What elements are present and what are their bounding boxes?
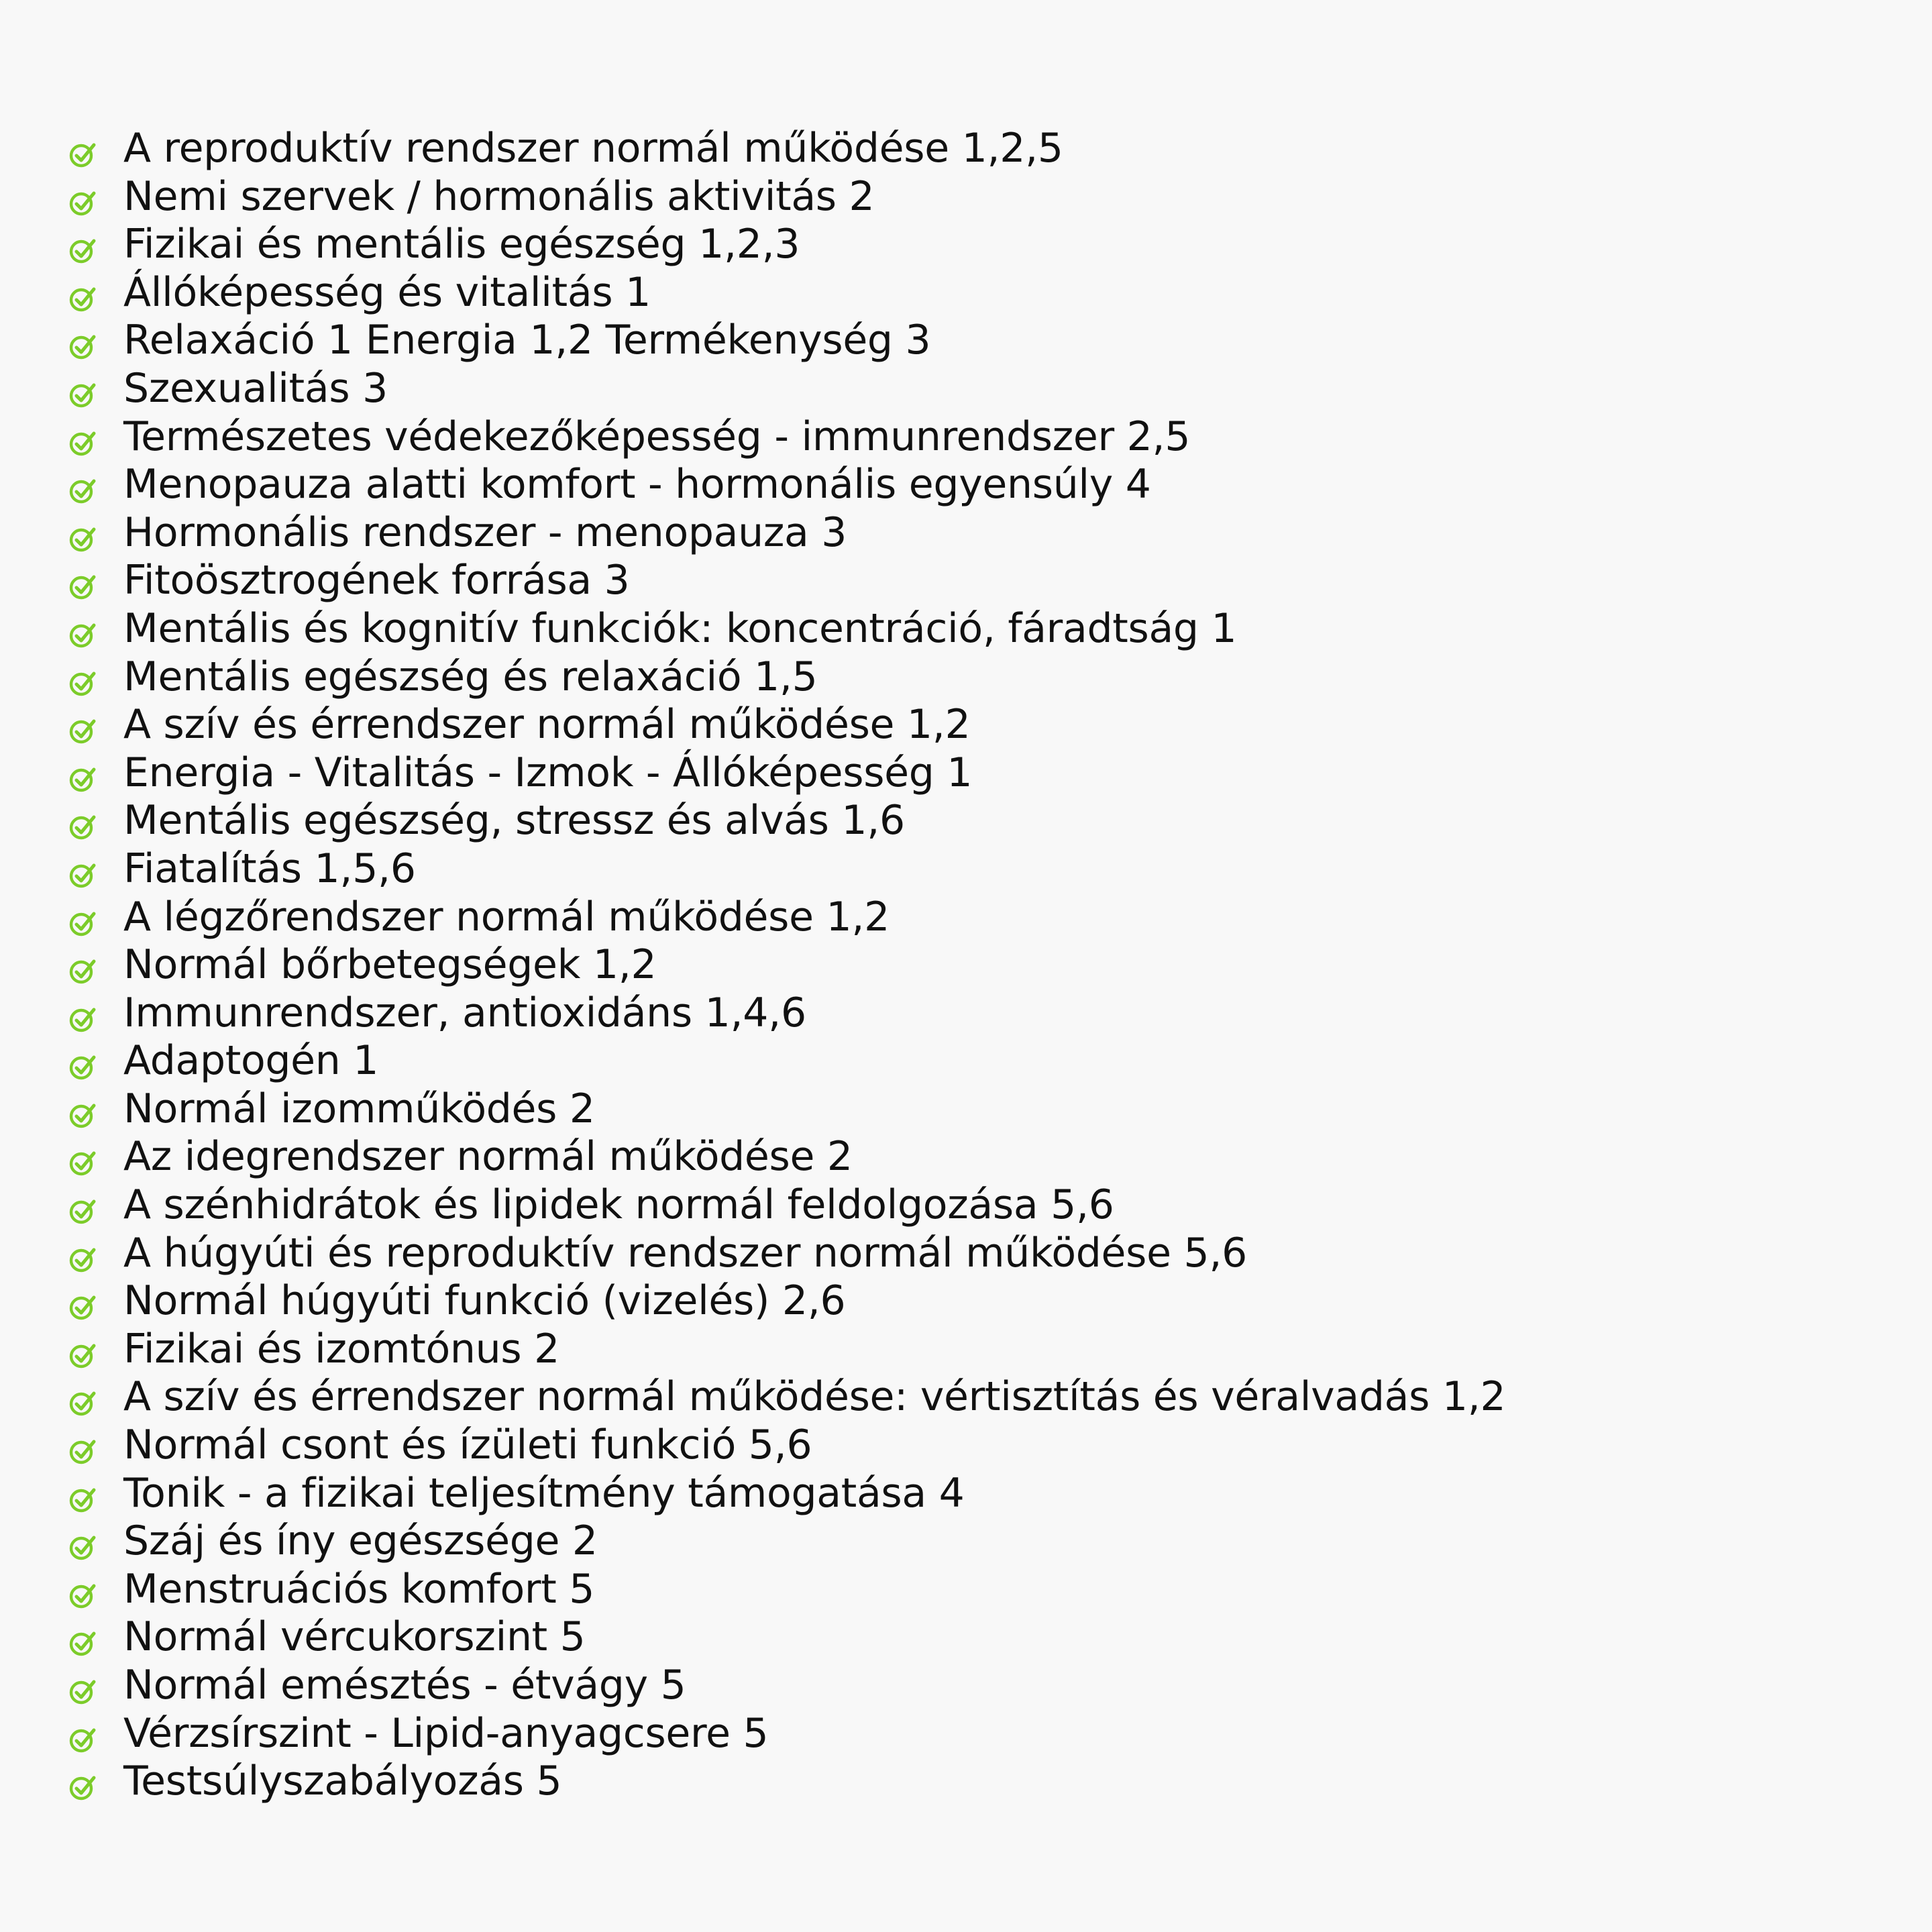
list-item: [67, 701, 1878, 749]
list-item: [67, 1277, 1878, 1326]
list-item: [67, 1470, 1878, 1518]
list-item-label: A légzőrendszer normál működése 1,2: [123, 893, 890, 941]
list-item-label: Adaptogén 1: [123, 1037, 379, 1085]
benefit-list: [67, 125, 1878, 1806]
list-item-label: Menstruációs komfort 5: [123, 1565, 595, 1613]
list-item-label: Nemi szervek / hormonális aktivitás 2: [123, 172, 875, 220]
list-item-label: Fiatalítás 1,5,6: [123, 845, 416, 892]
list-item: [67, 461, 1878, 509]
list-item-label: Fizikai és izomtónus 2: [123, 1325, 559, 1373]
list-item: [67, 1758, 1878, 1806]
list-item-label: Fitoösztrogének forrása 3: [123, 557, 630, 604]
check-circle-icon: [67, 956, 98, 987]
list-item-label: Fizikai és mentális egészség 1,2,3: [123, 221, 800, 268]
check-circle-icon: [67, 235, 98, 266]
check-circle-icon: [67, 620, 98, 651]
check-circle-icon: [67, 1580, 98, 1611]
check-circle-icon: [67, 476, 98, 506]
list-item-label: Normál húgyúti funkció (vizelés) 2,6: [123, 1277, 846, 1325]
check-circle-icon: [67, 1292, 98, 1323]
check-circle-icon: [67, 524, 98, 555]
list-item-label: Hormonális rendszer - menopauza 3: [123, 508, 847, 556]
list-item: [67, 1662, 1878, 1710]
list-item: [67, 1326, 1878, 1374]
check-circle-icon: [67, 1196, 98, 1227]
check-circle-icon: [67, 380, 98, 411]
list-item-label: Relaxáció 1 Energia 1,2 Termékenység 3: [123, 317, 931, 364]
list-item: [67, 989, 1878, 1038]
list-item-label: A szív és érrendszer normál működése 1,2: [123, 701, 971, 749]
list-item-label: A szív és érrendszer normál működése: vértisztítás és véralvadás 1,2: [123, 1373, 1506, 1421]
list-item: [67, 653, 1878, 702]
check-circle-icon: [67, 860, 98, 891]
check-circle-icon: [67, 331, 98, 362]
check-circle-icon: [67, 140, 98, 170]
list-item: [67, 1230, 1878, 1278]
check-circle-icon: [67, 1772, 98, 1803]
list-item-label: A reproduktív rendszer normál működése 1,2,5: [123, 125, 1063, 172]
check-circle-icon: [67, 764, 98, 795]
check-circle-icon: [67, 1725, 98, 1756]
list-item: [67, 941, 1878, 989]
list-item-label: Mentális egészség, stressz és alvás 1,6: [123, 797, 905, 845]
check-circle-icon: [67, 1436, 98, 1467]
check-circle-icon: [67, 284, 98, 315]
list-item: [67, 845, 1878, 894]
list-item: [67, 1421, 1878, 1470]
check-circle-icon: [67, 1485, 98, 1515]
list-item: [67, 1566, 1878, 1614]
list-item-label: Tonik - a fizikai teljesítmény támogatása 4: [123, 1469, 965, 1517]
list-item: [67, 269, 1878, 317]
list-item-label: Menopauza alatti komfort - hormonális egyensúly 4: [123, 461, 1151, 508]
list-item-label: Normál csont és ízületi funkció 5,6: [123, 1421, 812, 1469]
list-item-label: Normál vércukorszint 5: [123, 1613, 586, 1661]
list-item-label: Állóképesség és vitalitás 1: [123, 268, 651, 316]
list-item-label: Normál izomműködés 2: [123, 1085, 595, 1132]
list-item-label: Normál bőrbetegségek 1,2: [123, 941, 657, 989]
check-circle-icon: [67, 1052, 98, 1083]
list-item-label: Mentális és kognitív funkciók: koncentráció, fáradtság 1: [123, 604, 1237, 652]
list-item: [67, 1181, 1878, 1230]
check-circle-icon: [67, 908, 98, 939]
list-item-label: Testsúlyszabályozás 5: [123, 1758, 562, 1805]
list-item-label: Szexualitás 3: [123, 364, 388, 412]
list-item-label: A szénhidrátok és lipidek normál feldolgozása 5,6: [123, 1181, 1114, 1229]
list-item-label: Energia - Vitalitás - Izmok - Állóképesség 1: [123, 749, 973, 796]
check-circle-icon: [67, 1340, 98, 1371]
check-circle-icon: [67, 1676, 98, 1707]
list-item: [67, 1373, 1878, 1421]
list-item: [67, 365, 1878, 413]
list-item-label: Normál emésztés - étvágy 5: [123, 1662, 686, 1709]
list-item: [67, 413, 1878, 462]
list-item: [67, 1710, 1878, 1758]
list-item-label: Száj és íny egészsége 2: [123, 1517, 598, 1565]
check-circle-icon: [67, 1388, 98, 1419]
list-item: [67, 1517, 1878, 1566]
list-item: [67, 1037, 1878, 1085]
list-item: [67, 605, 1878, 653]
check-circle-icon: [67, 1532, 98, 1563]
list-item: [67, 509, 1878, 557]
list-item-label: Immunrendszer, antioxidáns 1,4,6: [123, 989, 806, 1036]
list-item: [67, 125, 1878, 173]
list-item: [67, 1133, 1878, 1181]
list-item-label: Mentális egészség és relaxáció 1,5: [123, 653, 818, 700]
list-item: [67, 797, 1878, 845]
list-item: [67, 317, 1878, 365]
list-item: [67, 1613, 1878, 1662]
check-circle-icon: [67, 428, 98, 459]
check-circle-icon: [67, 572, 98, 602]
list-item: [67, 173, 1878, 221]
check-circle-icon: [67, 812, 98, 843]
list-item-label: A húgyúti és reproduktív rendszer normál működése 5,6: [123, 1229, 1247, 1277]
check-circle-icon: [67, 188, 98, 219]
check-circle-icon: [67, 716, 98, 747]
list-item-label: Természetes védekezőképesség - immunrendszer 2,5: [123, 413, 1191, 460]
list-item: [67, 1085, 1878, 1134]
check-circle-icon: [67, 1628, 98, 1659]
list-item: [67, 894, 1878, 942]
list-item: [67, 749, 1878, 798]
list-item: [67, 221, 1878, 269]
list-item-label: Az idegrendszer normál működése 2: [123, 1133, 853, 1181]
check-circle-icon: [67, 1100, 98, 1131]
check-circle-icon: [67, 1004, 98, 1035]
list-item: [67, 557, 1878, 605]
check-circle-icon: [67, 1148, 98, 1179]
check-circle-icon: [67, 668, 98, 699]
list-item-label: Vérzsírszint - Lipid-anyagcsere 5: [123, 1709, 769, 1757]
check-circle-icon: [67, 1244, 98, 1275]
